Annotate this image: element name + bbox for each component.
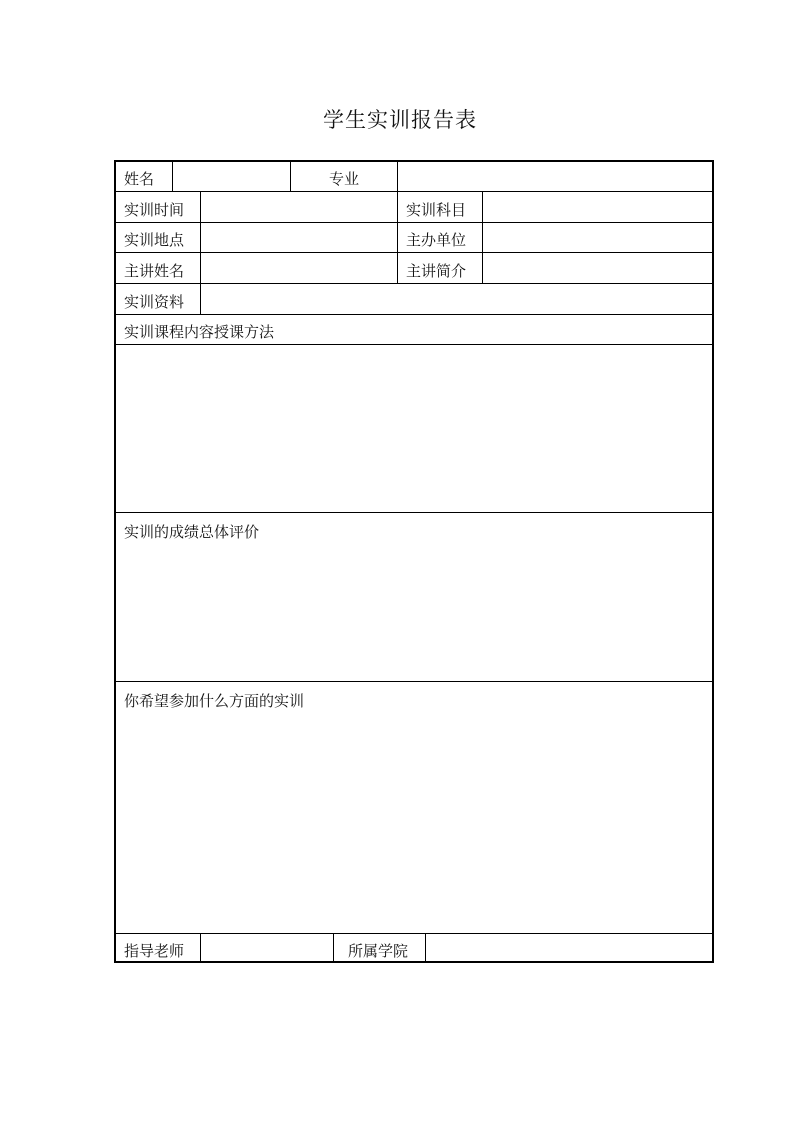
organizer-field[interactable] (483, 223, 712, 252)
wish-section[interactable] (116, 682, 712, 934)
wish-section-label: 你希望参加什么方面的实训 (124, 692, 305, 710)
name-label: 姓名 (116, 162, 173, 191)
intro-field[interactable] (483, 253, 712, 283)
major-field[interactable] (398, 162, 712, 191)
row-course-heading (116, 315, 712, 345)
advisor-field[interactable] (201, 934, 334, 963)
row-name-major (116, 162, 712, 192)
course-content-area[interactable] (116, 345, 712, 513)
materials-field[interactable] (201, 284, 712, 314)
lecturer-field[interactable] (201, 253, 398, 283)
subject-label: 实训科目 (398, 192, 483, 222)
subject-field[interactable] (483, 192, 712, 222)
evaluation-section-label: 实训的成绩总体评价 (124, 523, 260, 541)
major-label: 专业 (291, 162, 398, 191)
college-label: 所属学院 (334, 934, 426, 963)
organizer-label: 主办单位 (398, 223, 483, 252)
page-title: 学生实训报告表 (323, 108, 477, 132)
row-advisor-college (116, 934, 712, 963)
name-field[interactable] (173, 162, 291, 191)
place-field[interactable] (201, 223, 398, 252)
report-form (114, 160, 714, 963)
row-materials (116, 284, 712, 315)
lecturer-label: 主讲姓名 (116, 253, 201, 283)
time-label: 实训时间 (116, 192, 201, 222)
college-field[interactable] (426, 934, 712, 963)
row-lecturer-intro (116, 253, 712, 284)
intro-label: 主讲简介 (398, 253, 483, 283)
row-place-organizer (116, 223, 712, 253)
advisor-label: 指导老师 (116, 934, 201, 963)
row-time-subject (116, 192, 712, 223)
materials-label: 实训资料 (116, 284, 201, 314)
time-field[interactable] (201, 192, 398, 222)
place-label: 实训地点 (116, 223, 201, 252)
evaluation-section[interactable] (116, 513, 712, 682)
course-section-label: 实训课程内容授课方法 (124, 323, 275, 341)
